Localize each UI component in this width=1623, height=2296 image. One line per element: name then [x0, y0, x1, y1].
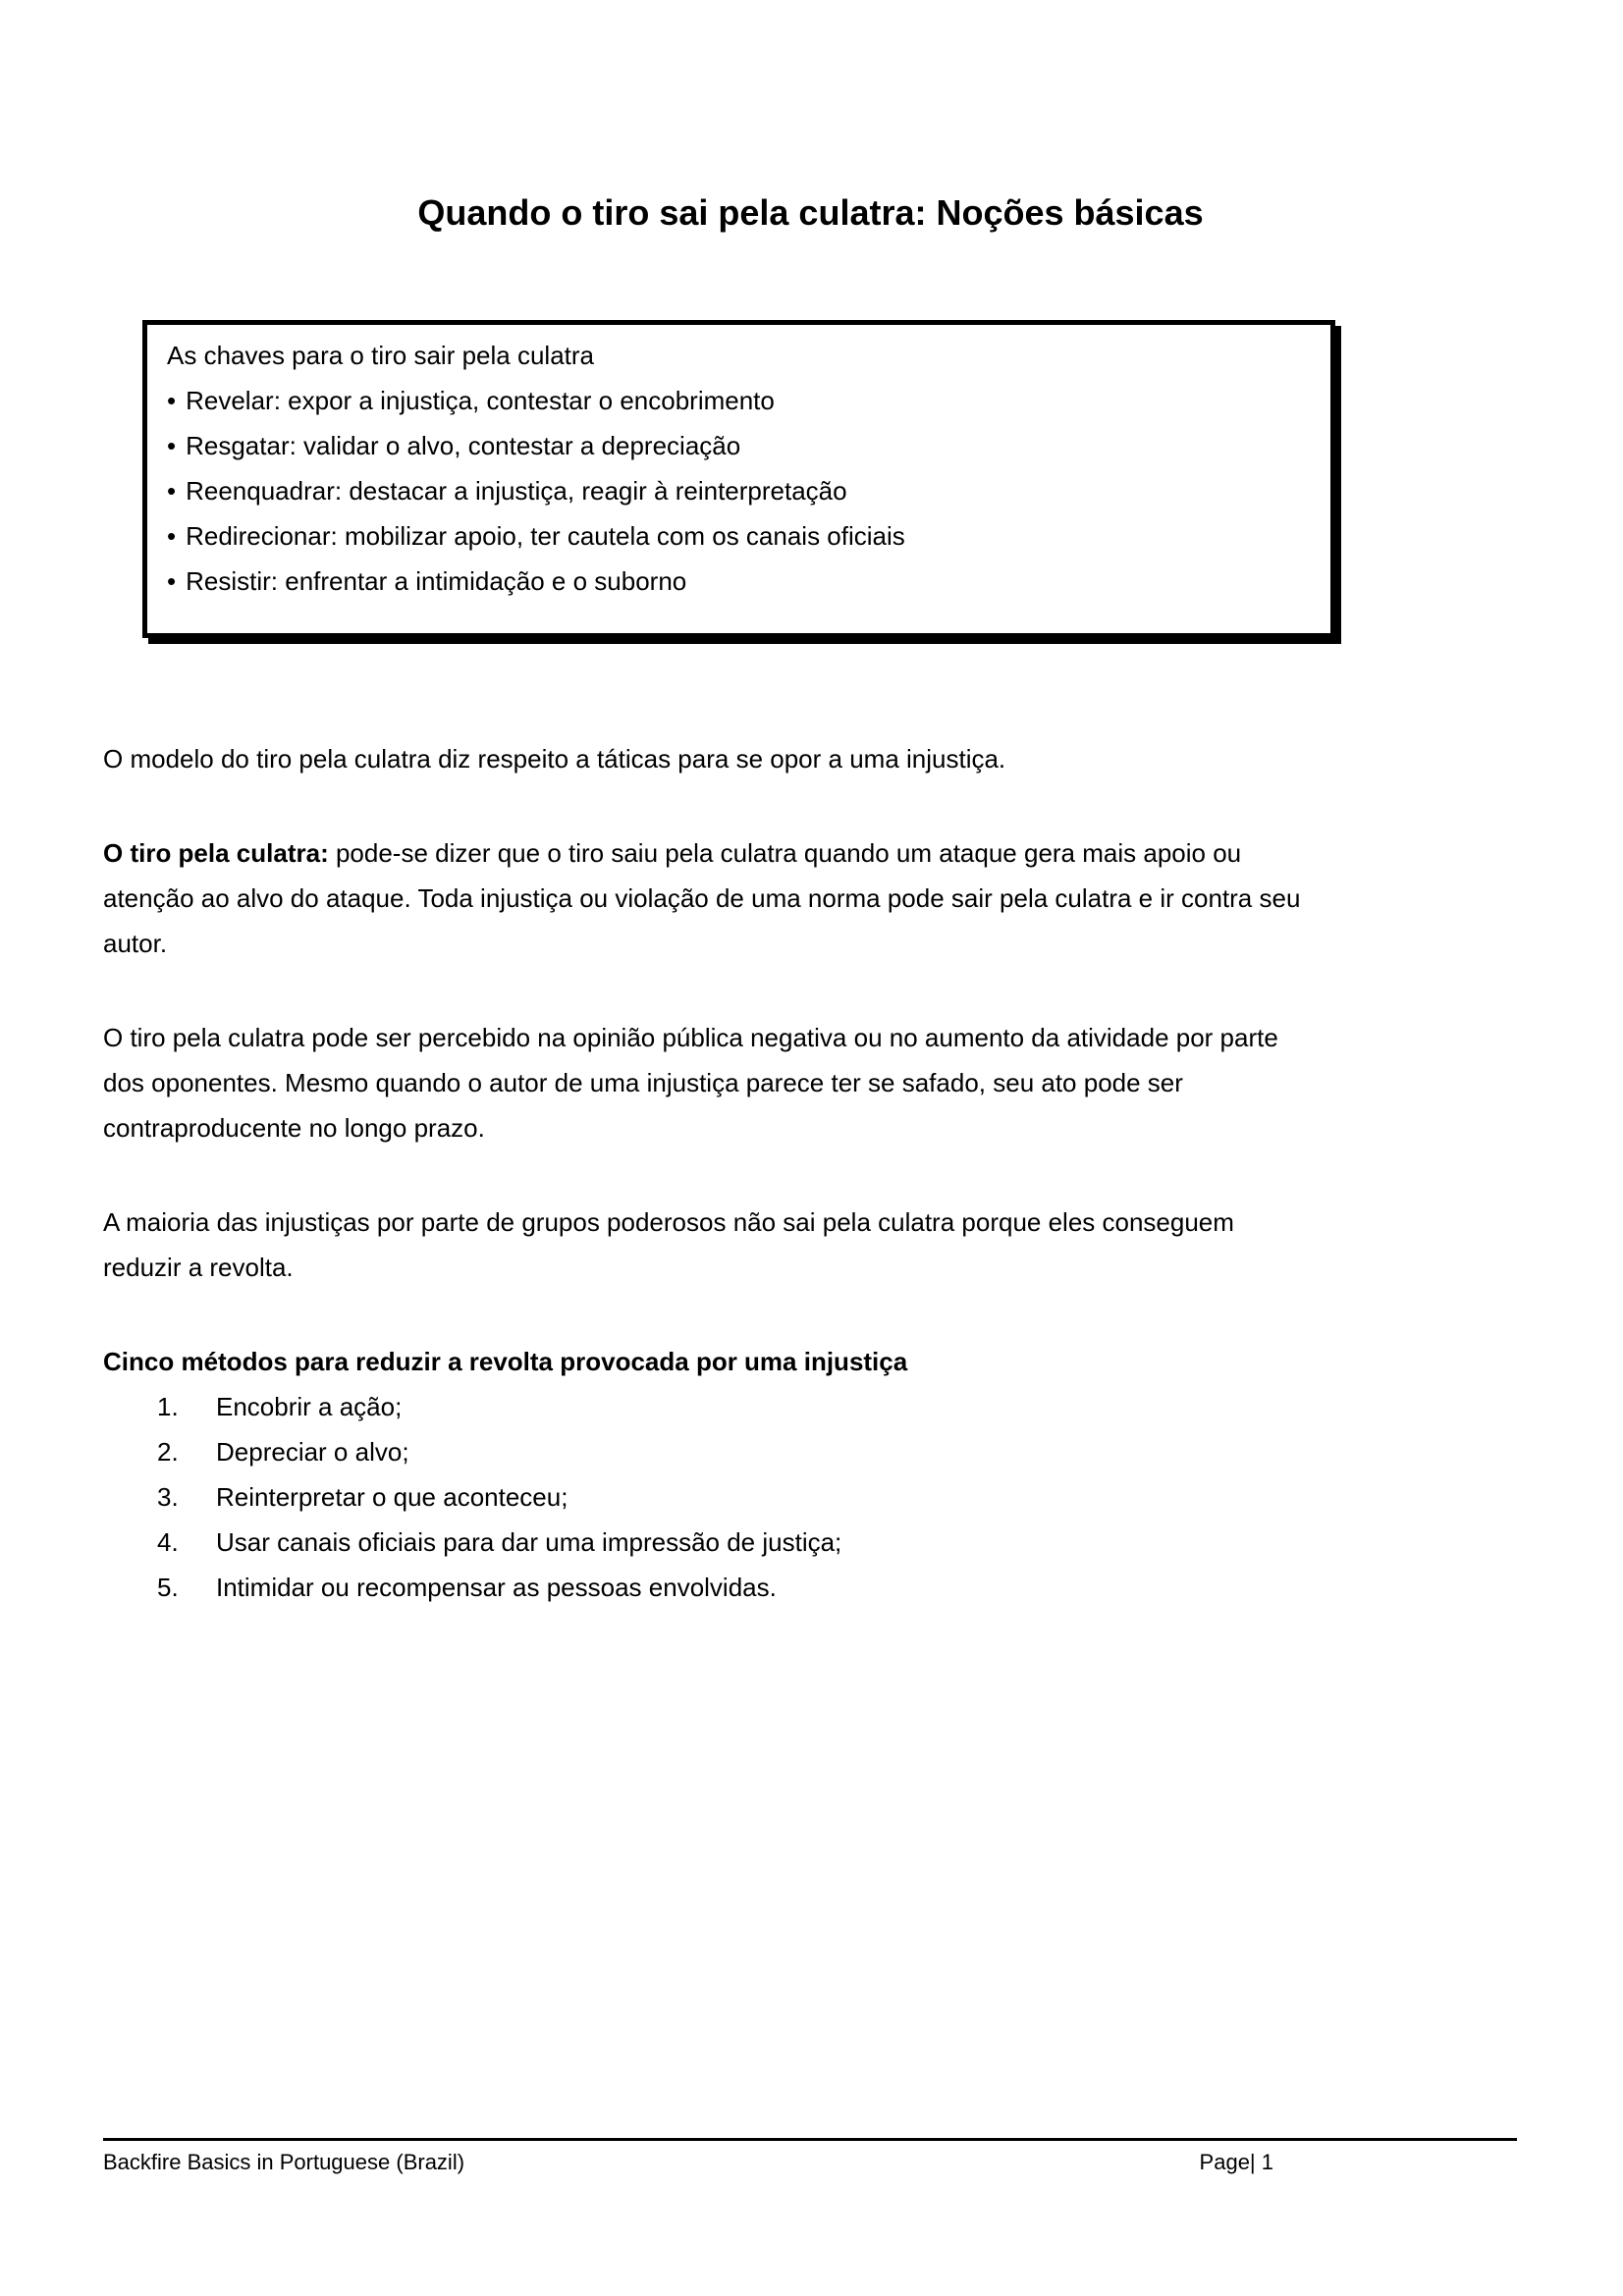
document-content — [103, 0, 1518, 1610]
list-item — [103, 1429, 1518, 1474]
list-item — [103, 1520, 1518, 1565]
key-box-item — [167, 423, 1311, 468]
key-box-item — [167, 378, 1311, 423]
paragraph-definition — [103, 830, 1518, 966]
key-box — [142, 320, 1335, 638]
key-box-item — [167, 513, 1311, 559]
bullet-icon: • — [167, 521, 177, 551]
list-item-text: Intimidar ou recompensar as pessoas envolvidas. — [216, 1573, 777, 1602]
key-box-item-text: Resistir: enfrentar a intimidação e o suborno — [186, 566, 687, 596]
key-box-item — [167, 559, 1311, 604]
key-box-item-text: Resgatar: validar o alvo, contestar a depreciação — [186, 431, 741, 460]
footer-page-number: Page| 1 — [1199, 2150, 1273, 2174]
definition-line1-rest: pode-se dizer que o tiro saiu pela culatra quando um ataque gera mais apoio ou — [328, 838, 1242, 868]
key-box-heading: As chaves para o tiro sair pela culatra — [167, 341, 594, 370]
paragraph-majority-line1: A maioria das injustiças por parte de grupos poderosos não sai pela culatra porque eles conseguem — [103, 1207, 1234, 1237]
key-box-list — [167, 378, 1311, 604]
bullet-icon: • — [167, 386, 177, 415]
key-box-item-text: Revelar: expor a injustiça, contestar o encobrimento — [186, 386, 775, 415]
paragraph-majority — [103, 1200, 1518, 1290]
list-item — [103, 1565, 1518, 1610]
paragraph-model: O modelo do tiro pela culatra diz respeito a táticas para se opor a uma injustiça. — [103, 744, 1006, 774]
paragraph-definition-line1 — [103, 830, 1518, 876]
paragraph-perception-line2: dos oponentes. Mesmo quando o autor de uma injustiça parece ter se safado, seu ato pode ser — [103, 1068, 1183, 1097]
list-number: 1. — [157, 1392, 179, 1421]
list-number: 5. — [157, 1573, 179, 1602]
definition-term: O tiro pela culatra: — [103, 838, 329, 868]
document-title: Quando o tiro sai pela culatra: Noções básicas — [417, 192, 1204, 233]
paragraph-definition-line3: autor. — [103, 929, 168, 958]
list-item-text: Depreciar o alvo; — [216, 1437, 409, 1467]
list-number: 4. — [157, 1527, 179, 1557]
page-footer — [103, 2138, 1517, 2177]
bullet-icon: • — [167, 476, 177, 506]
list-number: 3. — [157, 1482, 179, 1512]
list-item — [103, 1384, 1518, 1429]
list-item-text: Encobrir a ação; — [216, 1392, 403, 1421]
paragraph-perception-line3: contraproducente no longo prazo. — [103, 1113, 485, 1143]
key-box-item — [167, 468, 1311, 513]
bullet-icon: • — [167, 431, 177, 460]
paragraph-perception — [103, 1015, 1518, 1150]
paragraph-definition-line2: atenção ao alvo do ataque. Toda injustiça ou violação de uma norma pode sair pela culatra e ir contra seu — [103, 883, 1301, 913]
key-box-item-text: Redirecionar: mobilizar apoio, ter cautela com os canais oficiais — [186, 521, 905, 551]
list-item — [103, 1474, 1518, 1520]
list-item-text: Usar canais oficiais para dar uma impressão de justiça; — [216, 1527, 842, 1557]
footer-document-name: Backfire Basics in Portuguese (Brazil) — [103, 2150, 465, 2174]
bullet-icon: • — [167, 566, 177, 596]
body-text — [103, 736, 1518, 1610]
paragraph-perception-line1: O tiro pela culatra pode ser percebido na opinião pública negativa ou no aumento da atividade por parte — [103, 1023, 1278, 1052]
list-item-text: Reinterpretar o que aconteceu; — [216, 1482, 568, 1512]
paragraph-majority-line2: reduzir a revolta. — [103, 1253, 294, 1282]
list-number: 2. — [157, 1437, 179, 1467]
key-box-item-text: Reenquadrar: destacar a injustiça, reagir à reinterpretação — [186, 476, 847, 506]
methods-list — [103, 1384, 1518, 1610]
methods-heading: Cinco métodos para reduzir a revolta provocada por uma injustiça — [103, 1347, 908, 1376]
